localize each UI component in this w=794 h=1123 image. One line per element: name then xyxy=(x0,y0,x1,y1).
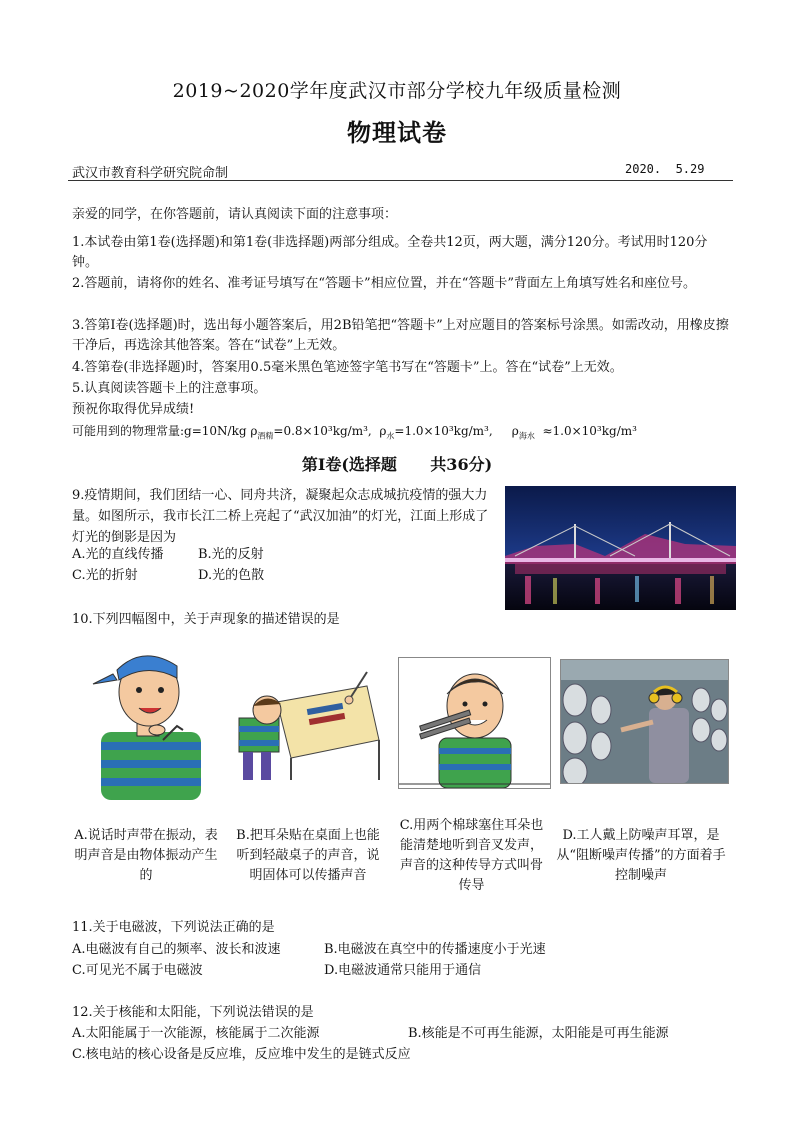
notice-item-4: 4.答第卷(非选择题)时，答案用0.5毫米黑色笔迹签字笔书写在“答题卡”上。答在“试卷”上无效。 xyxy=(72,360,623,375)
q9-option-a: A.光的直线传播 xyxy=(72,547,164,562)
bridge-night-photo xyxy=(505,486,736,610)
notice-item-3: 3.答第Ⅰ卷(选择题)时，选出每小题答案后，用2B铅笔把“答题卡”上对应题目的答案标号涂黑。如需改动，用橡皮擦干净后，再选涂其他答案。答在“试卷”上无效。 xyxy=(72,318,729,353)
q11-option-c: C.可见光不属于电磁波 xyxy=(72,963,203,978)
q10-image-c-tuning-fork xyxy=(398,657,551,789)
notice-wish: 预祝你取得优异成绩! xyxy=(72,402,195,417)
q10-option-a: A.说话时声带在振动，表明声音是由物体振动产生的 xyxy=(74,828,218,883)
const-water-sub: 水 xyxy=(386,431,395,441)
q10-option-d: D.工人戴上防噪声耳罩，是从“阻断噪声传播”的方面着手控制噪声 xyxy=(556,828,726,883)
q11-option-a: A.电磁波有自己的频率、波长和波速 xyxy=(72,942,281,957)
issuer: 武汉市教育科学研究院命制 xyxy=(72,166,229,181)
q10-option-b: B.把耳朵贴在桌面上也能听到轻敲桌子的声音，说明固体可以传播声音 xyxy=(236,828,380,883)
exam-date: 2020. 5.29 xyxy=(625,162,705,176)
q9-option-b: B.光的反射 xyxy=(198,547,264,562)
q11-option-d: D.电磁波通常只能用于通信 xyxy=(324,963,482,978)
notice-greeting: 亲爱的同学，在你答题前，请认真阅读下面的注意事项： xyxy=(72,207,398,222)
notice-item-5: 5.认真阅读答题卡上的注意事项。 xyxy=(72,381,267,396)
q12-option-b: B.核能是不可再生能源，太阳能是可再生能源 xyxy=(408,1026,669,1041)
const-seawater-value: ≈1.0×10³kg/m³ xyxy=(542,424,637,438)
const-alcohol-sub: 酒精 xyxy=(257,431,274,441)
const-g-alcohol: g=10N/kg ρ xyxy=(184,424,258,438)
constants-label: 可能用到的物理常量: xyxy=(72,424,185,438)
exam-subtitle: 物理试卷 xyxy=(347,118,447,147)
header-divider xyxy=(68,180,733,181)
q9-stem: 9.疫情期间，我们团结一心、同舟共济，凝聚起众志成城抗疫情的强大力量。如图所示，我市长江二桥上亮起了“武汉加油”的灯光，江面上形成了灯光的倒影是因为 xyxy=(72,488,489,545)
q10-stem: 10.下列四幅图中，关于声现象的描述错误的是 xyxy=(72,612,340,627)
const-water: ρ xyxy=(379,424,387,438)
q10-image-b-ear-on-desk xyxy=(237,662,383,782)
q10-option-c: C.用两个棉球塞住耳朵也能清楚地听到音叉发声，声音的这种传导方式叫骨传导 xyxy=(399,818,544,893)
const-seawater-sub: 海水 xyxy=(518,431,535,441)
exam-title: 2019~2020学年度武汉市部分学校九年级质量检测 xyxy=(172,80,622,102)
const-seawater: ρ xyxy=(511,424,519,438)
q10-image-d-factory-worker xyxy=(560,659,729,784)
q12-stem: 12.关于核能和太阳能，下列说法错误的是 xyxy=(72,1005,314,1020)
constants-line xyxy=(72,421,732,446)
const-alcohol-value: =0.8×10³kg/m³, xyxy=(273,424,372,438)
q9-option-d: D.光的色散 xyxy=(198,568,265,583)
section-title: 第Ⅰ卷(选择题 共36分) xyxy=(301,455,493,474)
notice-item-1: 1.本试卷由第1卷(选择题)和第1卷(非选择题)两部分组成。全卷共12页，两大题，满分120分。考试用时120分钟。 xyxy=(72,235,708,270)
const-water-value: =1.0×10³kg/m³, xyxy=(394,424,493,438)
q12-option-c: C.核电站的核心设备是反应堆，反应堆中发生的是链式反应 xyxy=(72,1047,411,1062)
notice-item-2: 2.答题前，请将你的姓名、准考证号填写在“答题卡”相应位置，并在“答题卡”背面左上角填写姓名和座位号。 xyxy=(72,276,696,291)
q11-option-b: B.电磁波在真空中的传播速度小于光速 xyxy=(324,942,546,957)
q11-stem: 11.关于电磁波，下列说法正确的是 xyxy=(72,920,275,935)
q10-image-a-speaking-boy xyxy=(73,640,231,800)
q12-option-a: A.太阳能属于一次能源，核能属于二次能源 xyxy=(72,1026,320,1041)
q9-option-c: C.光的折射 xyxy=(72,568,138,583)
